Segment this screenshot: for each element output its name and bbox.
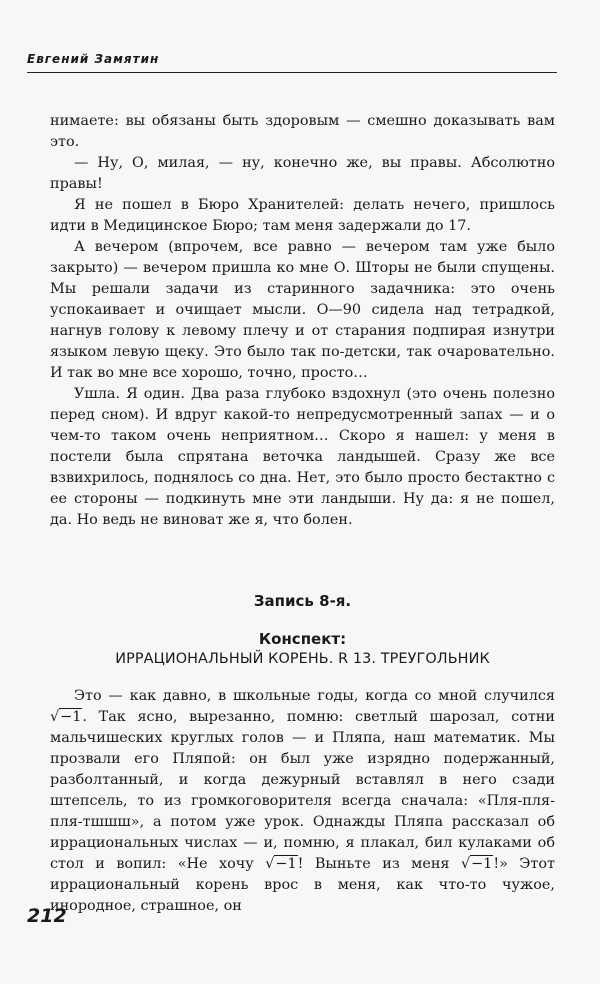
square-root: √−1 bbox=[265, 856, 297, 872]
running-header bbox=[27, 50, 557, 73]
paragraph: Ушла. Я один. Два раза глубоко вздохнул (это очень полезно перед сном). И вдруг какой-то непредусмотренный запах — и о чем-то таком очень неприятном… Скоро я нашел: у меня в постели была спрятана веточка ландышей. Сразу же все взвихрилось, поднялось со дна. Нет, это было просто бестактно с ее стороны — подкинуть мне эти ландыши. Ну да: я не пошел, да. Но ведь не виноват же я, что болен. bbox=[50, 386, 555, 528]
text-run: !» Этот иррациональный корень врос в меня, как что-то чужое, инородное, страшное, он bbox=[50, 856, 555, 914]
text-run: ! Выньте из меня bbox=[297, 856, 461, 872]
radicand: −1 bbox=[275, 856, 297, 872]
square-root: √−1 bbox=[460, 856, 493, 872]
paragraph: Я не пошел в Бюро Хранителей: делать нечего, пришлось идти в Медицинское Бюро; там меня задержали до 17. bbox=[50, 197, 555, 234]
text-block-bottom bbox=[50, 686, 555, 917]
text-run: Это — как давно, в школьные годы, когда со мной случился bbox=[74, 688, 555, 704]
page-number: 212 bbox=[27, 905, 67, 927]
paragraph: нимаете: вы обязаны быть здоровым — смешно доказывать вам это. bbox=[50, 113, 555, 150]
entry-title: Запись 8-я. bbox=[253, 592, 352, 610]
radicand: −1 bbox=[60, 709, 82, 725]
header-author: Евгений Замятин bbox=[27, 52, 160, 66]
text-block-top bbox=[50, 111, 555, 531]
paragraph bbox=[50, 686, 555, 917]
summary-label: Конспект: bbox=[258, 630, 347, 648]
square-root: √−1 bbox=[50, 709, 82, 725]
radicand: −1 bbox=[471, 856, 493, 872]
paragraph: — Ну, О, милая, — ну, конечно же, вы правы. Абсолютно правы! bbox=[50, 155, 555, 192]
summary-text: ИРРАЦИОНАЛЬНЫЙ КОРЕНЬ. R 13. ТРЕУГОЛЬНИК bbox=[115, 651, 490, 667]
paragraph: А вечером (впрочем, все равно — вечером там уже было закрыто) — вечером пришла ко мне О. Шторы не были спущены. Мы решали задачи из старинного задачника: это очень успокаивает и очищает мысли. О—90 сидела над тетрадкой, нагнув голову к левому плечу и от старания подпирая изнутри языком левую щеку. Это было так по-детски, так очаровательно. И так во мне все хорошо, точно, просто… bbox=[50, 239, 555, 381]
text-run: . Так ясно, вырезанно, помню: светлый шарозал, сотни мальчишеских круглых голов — и Пляпа, наш математик. Мы прозвали его Пляпой: он был уже изрядно подержанный, разболтанный, и когда дежурный вставлял в него сзади штепсель, то из громкоговорителя всегда сначала: «Пля-пля-пля-тшшш», а потом уже урок. Однажды Пляпа рассказал об иррациональных числах — и, помню, я плакал, бил кулаками об стол и вопил: «Не хочу bbox=[50, 709, 555, 872]
